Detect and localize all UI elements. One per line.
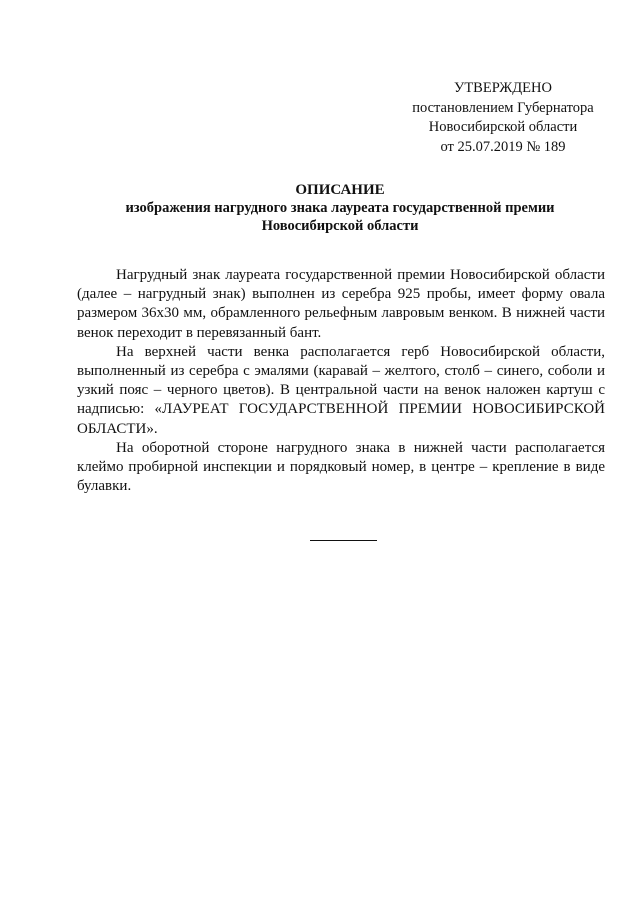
approval-authority: постановлением Губернатора (412, 99, 594, 116)
document-subtitle-line-1: изображения нагрудного знака лауреата государственной премии (125, 200, 555, 216)
end-separator-line (310, 540, 377, 541)
paragraph-1: Нагрудный знак лауреата государственной премии Новосибирской области (далее – нагрудный знак) выполнен из серебра 925 пробы, имеет форму овала размером 36х30 мм, обрамленного рельефным лавровым венком. В нижней части венок переходит в перевязанный бант. (77, 267, 605, 341)
document-title-block (60, 181, 620, 235)
approval-region: Новосибирской области (428, 119, 578, 135)
document-body (77, 266, 605, 496)
document-subtitle-line-2: Новосибирской области (261, 218, 419, 234)
approval-heading: УТВЕРЖДЕНО (454, 80, 552, 96)
document-title: ОПИСАНИЕ (295, 182, 385, 198)
approval-stamp (398, 79, 608, 157)
approval-date-number: от 25.07.2019 № 189 (440, 138, 566, 155)
paragraph-2: На верхней части венка располагается герб Новосибирской области, выполненный из серебра с эмалями (каравай – желтого, столб – синего, соболи и узкий пояс – черного цветов). В центральной части на венок наложен картуш с надписью: «ЛАУРЕАТ ГОСУДАРСТВЕННОЙ ПРЕМИИ НОВОСИБИРСКОЙ ОБЛАСТИ». (77, 343, 605, 437)
paragraph-3: На оборотной стороне нагрудного знака в нижней части располагается клеймо пробирной инспекции и порядковый номер, в центре – крепление в виде булавки. (77, 439, 605, 495)
